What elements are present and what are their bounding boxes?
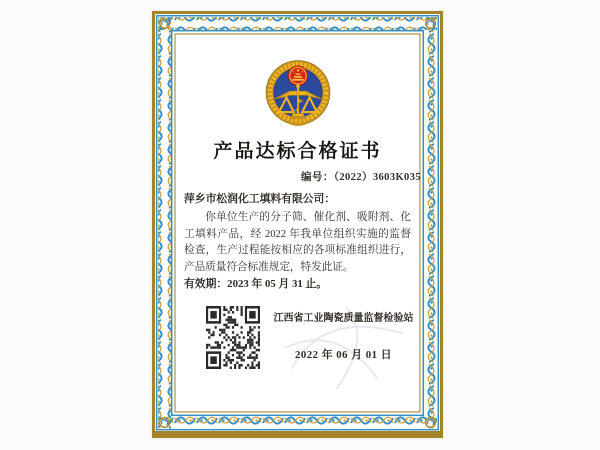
certificate-title: 产品达标合格证书 <box>213 141 382 162</box>
issue-date: 2022 年 06 月 01 日 <box>294 349 393 361</box>
certificate <box>152 11 443 438</box>
certificate-body-text: 你单位生产的分子筛、催化剂、吸附剂、化工填料产品，经 2022 年我单位组织实施的监督检查，生产过程能按相应的各项标准组织进行，产品质量符合标准规定，特发此证。 <box>184 212 411 273</box>
issuer-block <box>271 312 416 362</box>
recipient-company: 萍乡市松润化工填料有限公司： <box>184 193 336 205</box>
qr-code <box>206 306 260 369</box>
quality-supervision-emblem-icon <box>263 56 333 129</box>
issuer-name: 江西省工业陶瓷质量监督检验站 <box>273 313 414 324</box>
validity-line: 有效期：2023 年 05 月 31 止。 <box>184 278 328 290</box>
serial-number: 编号：（2022）3603K035 <box>301 172 421 183</box>
certificate-content <box>152 11 443 438</box>
